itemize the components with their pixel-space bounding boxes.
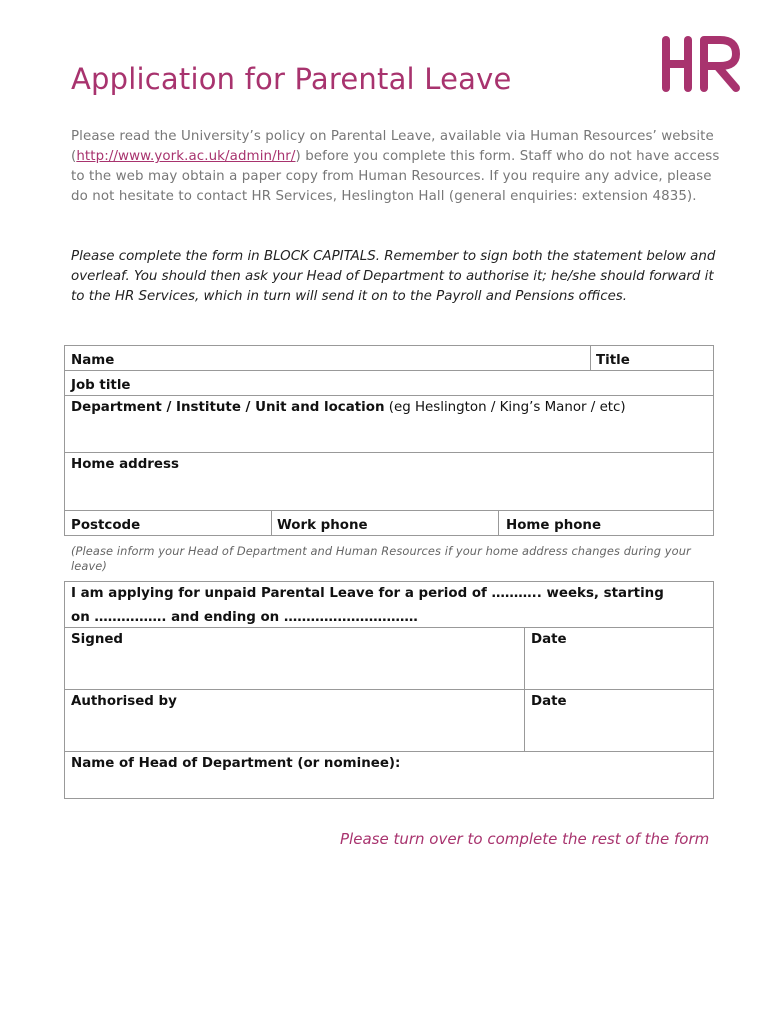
authorised-by-field[interactable]: Authorised by xyxy=(71,694,177,709)
authorised-date-field[interactable]: Date xyxy=(531,694,567,709)
department-hint: (eg Heslington / King’s Manor / etc) xyxy=(384,400,626,415)
department-label: Department / Institute / Unit and location xyxy=(71,400,385,415)
turn-over-note: Please turn over to complete the rest of the form xyxy=(340,830,710,848)
intro-after-link: ) before you complete this form. Staff who do not have access to the web may obtain a paper copy from Human Resources. If you require any advice, please do not hesitate to contact HR Services, Heslington Hall (general enquiries: extension 4835). xyxy=(71,149,720,204)
address-change-note: (Please inform your Head of Department and Human Resources if your home address changes during your leave) xyxy=(71,544,691,573)
signed-date-field[interactable]: Date xyxy=(531,632,567,647)
postcode-field[interactable]: Postcode xyxy=(71,518,141,533)
head-of-department-field[interactable]: Name of Head of Department (or nominee): xyxy=(71,756,401,771)
leave-period-statement-line1[interactable]: I am applying for unpaid Parental Leave for a period of ……….. weeks, starting xyxy=(71,586,664,601)
name-field[interactable]: Name xyxy=(71,353,115,368)
signed-field[interactable]: Signed xyxy=(71,632,124,647)
home-phone-field[interactable]: Home phone xyxy=(506,518,602,533)
intro-text xyxy=(71,127,721,207)
hr-website-link[interactable]: http://www.york.ac.uk/admin/hr/ xyxy=(76,149,296,164)
hr-logo xyxy=(660,34,742,94)
page-title: Application for Parental Leave xyxy=(71,62,512,96)
personal-details-box xyxy=(64,345,714,536)
work-phone-field[interactable]: Work phone xyxy=(277,518,368,533)
title-field[interactable]: Title xyxy=(596,353,630,368)
leave-period-statement-line2[interactable]: on ……………. and ending on ………………………… xyxy=(71,610,418,625)
job-title-field[interactable]: Job title xyxy=(71,378,131,393)
department-field[interactable] xyxy=(71,400,626,415)
intro-before-link: Please read the University’s policy on Parental Leave, available via Human Resources’ website ( xyxy=(71,129,714,164)
home-address-field[interactable]: Home address xyxy=(71,457,179,472)
instructions-text: Please complete the form in BLOCK CAPITALS. Remember to sign both the statement below and overleaf. You should then ask your Head of Department to authorise it; he/she should forward it to the HR Services, which in turn will send it on to the Payroll and Pensions offices. xyxy=(71,249,716,304)
